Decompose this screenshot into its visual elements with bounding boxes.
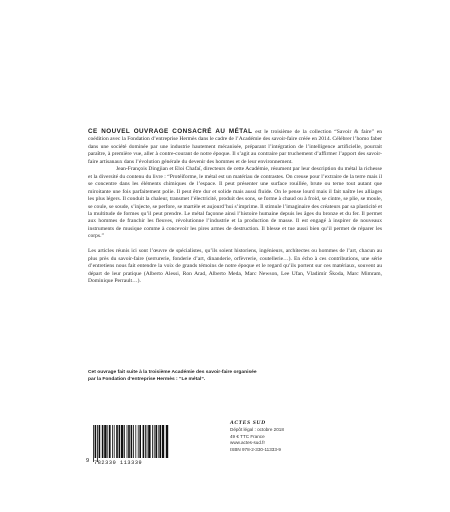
intro-paragraph-text: est le troisième de la collection “Savoir & faire” en coédition avec la Fondation d’entreprise Hermès dans le cadre de l’Académie des savoir-faire créée en 2014. Célébrer l’homo faber dans une société dominée par une industrie hautement mécanisée, préparant l’intégration de l’intelligence artificielle, pourrait paraître, à première vue, aller à contre-courant de notre époque. Il s’agit au contraire par truchement d’affirmer l’apport des savoir-faire artisanaux dans l’évolution générale du devenir des hommes et de leur environnement.: [88, 129, 382, 165]
barcode-bar: [155, 425, 157, 458]
barcode-bar: [119, 425, 121, 458]
intro-paragraph: [88, 128, 382, 166]
barcode-bar: [133, 425, 134, 458]
barcode-bar: [159, 425, 161, 458]
barcode-bar: [95, 425, 97, 458]
barcode-bar: [97, 425, 98, 462]
barcode-bar: [127, 425, 128, 458]
main-text-block: [88, 128, 382, 285]
contributors-paragraph: Les articles réunis ici sont l’œuvre de spécialistes, qu’ils soient historiens, ingénieurs, architectes ou hommes de l’art, chacun au plus près du savoir-faire (serrurerie, fonderie d’art, dinanderie, orfèvrerie, coutellerie…). En écho à ces contributions, une série d’entretiens nous fait entendre la voix de grands témoins de notre époque et le regard qu’ils portent sur ces matériaux, souvent au départ de leur pratique (Alberto Alessi, Ron Arad, Alberto Meda, Marc Newson, Lee Ufan, Vladimír Škoda, Marc Mimram, Dominique Perrault…).: [88, 248, 382, 284]
academy-note-line-2: par la Fondation d’entreprise Hermès : “Le métal”.: [88, 376, 206, 382]
barcode-bar: [114, 425, 115, 458]
barcode-bar: [147, 425, 148, 458]
barcode-bar: [102, 425, 104, 458]
barcode-bar: [121, 425, 123, 458]
price: 49 € TTC France: [230, 433, 265, 439]
barcode-bar: [166, 425, 168, 458]
barcode-bar: [135, 425, 136, 458]
barcode-bar: [148, 425, 150, 458]
quote-paragraph: Jean-François Dingjian et Eloi Chafaï, directeurs de cette Académie, résument par leur description du métal la richesse et la diversité du contenu du livre : “Protéiforme, le métal est un matériau de contrastes. On creuse pour l’extraire de la terre mais il se concentre dans les éléments chimiques de l’espace. Il peut présenter une surface rouillée, brute ou terne tout autant que miroitante une fois parfaitement polie. Il peut être dur et solide mais aussi fluide. On le pense lourd mais il fait naître les alliages les plus légers. Il conduit la chaleur, transmet l’électricité, produit des sons, se forme à chaud ou à froid, se cintre, se plie, se moule, se coule, se soude, s’injecte, se perfore, se martèle et aujourd’hui s’imprime. Il stimule l’imaginaire des créateurs par sa plasticité et la multitude de formes qu’il peut prendre. Le métal façonne ainsi l’histoire humaine depuis les âges du bronze et du fer. Il permet aux hommes de franchir les fleuves, révolutionne l’industrie et la production de masse. Il est engagé à inspirer de nouveaux instruments de musique comme à concevoir les pires armes de destruction. Il blesse et tue aussi bien qu’il permet de réparer les corps.”: [88, 166, 382, 240]
barcode-bar: [154, 425, 155, 458]
barcode-bar: [152, 425, 153, 458]
barcode-bar: [145, 425, 146, 458]
barcode-bar: [99, 425, 101, 458]
barcode-bar: [93, 425, 94, 462]
imprint-block: [230, 420, 370, 453]
lead-heading: CE NOUVEL OUVRAGE CONSACRÉ AU MÉTAL: [88, 128, 253, 135]
barcode-bar: [109, 425, 111, 458]
barcode-lead-digit: 9: [86, 458, 90, 464]
barcode-bar: [112, 425, 113, 458]
academy-note: [88, 370, 318, 383]
barcode-bar: [158, 425, 159, 458]
barcode-bar: [128, 425, 130, 458]
barcode-bar: [131, 425, 133, 458]
barcode-bars: [92, 425, 170, 463]
barcode-bar: [107, 425, 108, 458]
barcode-bar: [162, 425, 164, 458]
barcode-bar: [124, 425, 125, 458]
barcode-bar: [138, 425, 139, 458]
barcode-bar: [143, 425, 145, 458]
publisher-logo: ACTES SUD: [230, 420, 266, 426]
isbn-barcode: [86, 425, 172, 472]
isbn-text: ISBN 978-2-330-11333-9: [230, 446, 281, 452]
website-link[interactable]: www.actes-sud.fr: [230, 440, 265, 446]
barcode-digits: 782330 113339: [94, 460, 143, 466]
legal-deposit: Dépôt légal : octobre 2018: [230, 427, 284, 433]
academy-note-line-1: Cet ouvrage fait suite à la troisième Académie des savoir-faire organisée: [88, 370, 257, 375]
barcode-bar: [139, 425, 141, 458]
barcode-bar: [104, 425, 106, 458]
barcode-bar: [116, 425, 118, 458]
